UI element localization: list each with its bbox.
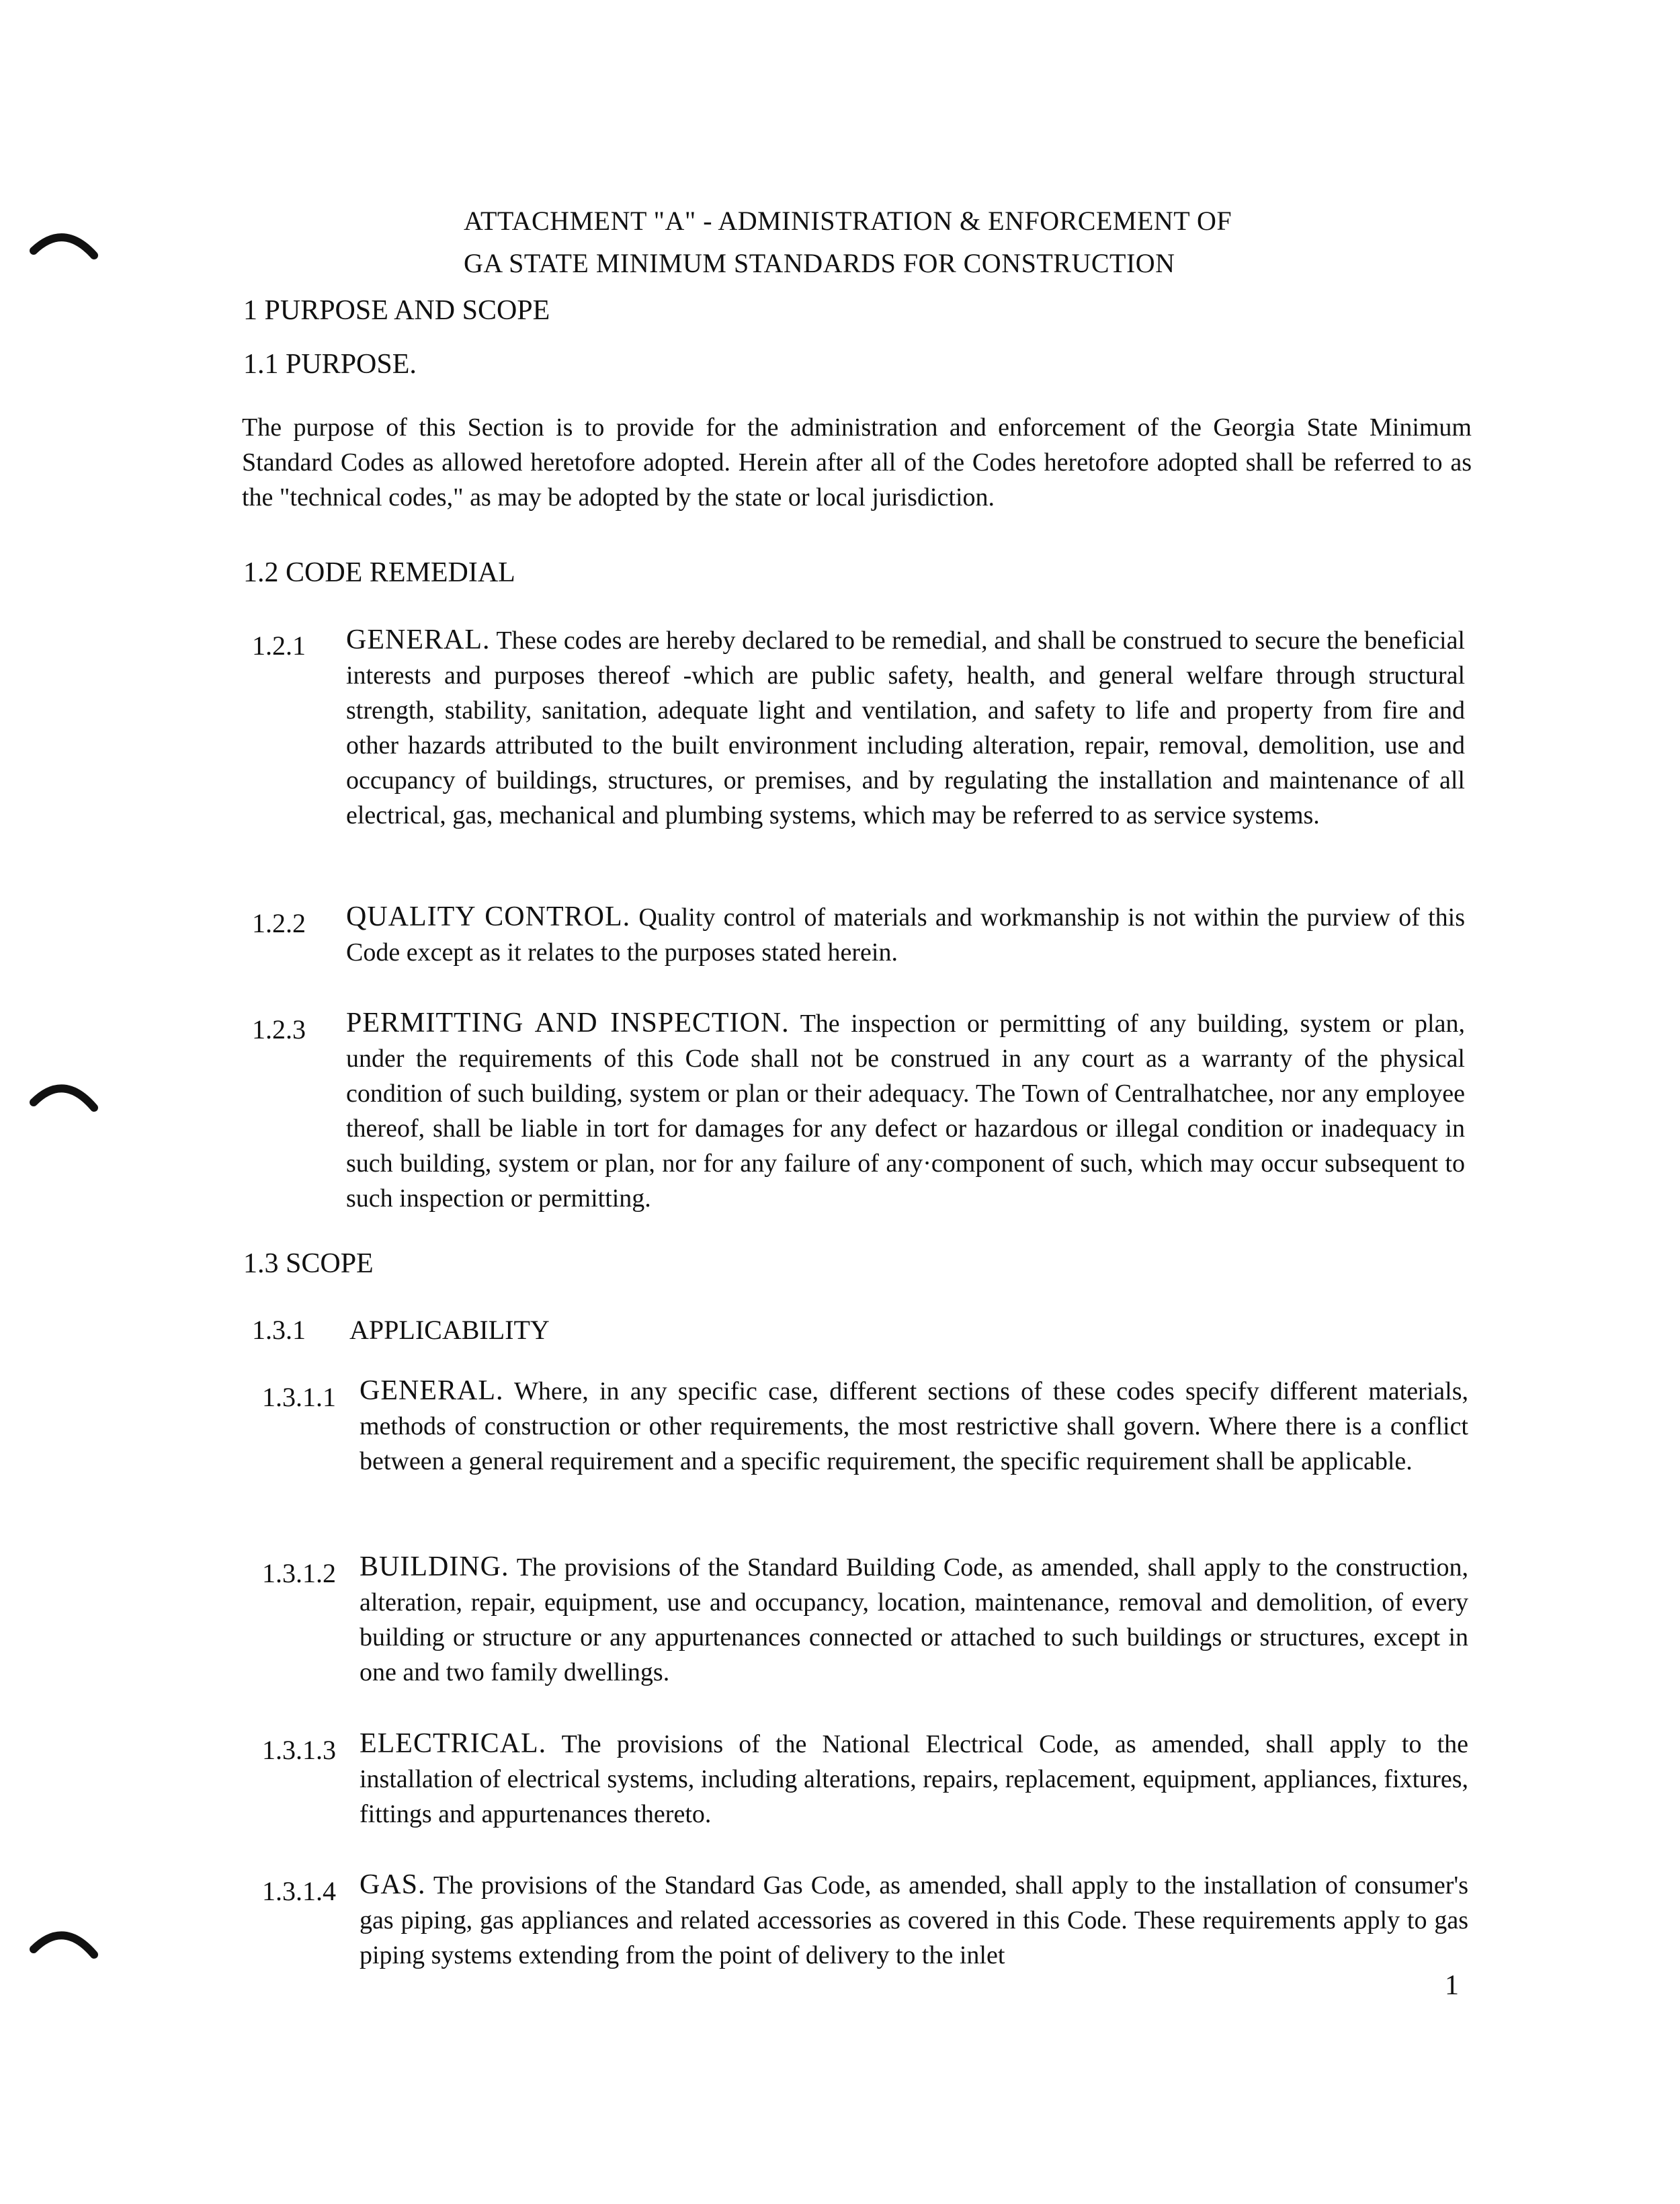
- section-1-3-1-title: APPLICABILITY: [349, 1315, 550, 1345]
- section-1-3-1-4-paragraph: [360, 1867, 1468, 1973]
- section-1-3-1-3-number: 1.3.1.3: [262, 1735, 336, 1765]
- section-1-3-1-2-lead: BUILDING.: [360, 1551, 509, 1582]
- section-1-3-1-2-number: 1.3.1.2: [262, 1558, 336, 1588]
- section-1-3-1-4-number: 1.3.1.4: [262, 1876, 336, 1906]
- section-1-3-1-4-lead: GAS.: [360, 1869, 426, 1900]
- section-1-3-1-1-paragraph: [360, 1373, 1468, 1479]
- section-1-2-1-text: These codes are hereby declared to be remedial, and shall be construed to secure the beneficial interests and purposes thereof -which are public safety, health, and general welfare through structural strength, stability, sanitation, adequate light and ventilation, and safety to life and property from fire and other hazards attributed to the built environment including alteration, repair, removal, demolition, use and occupancy of buildings, structures, or premises, and by regulating the installation and maintenance of all electrical, gas, mechanical and plumbing systems, which may be referred to as service systems.: [346, 626, 1465, 829]
- section-1-3-1-1-text: Where, in any specific case, different sections of these codes specify different materials, methods of construction or other requirements, the most restrictive shall govern. Where there is a conflict between a general requirement and a specific requirement, the specific requirement shall be applicable.: [360, 1377, 1468, 1475]
- document-title-line-1: ATTACHMENT "A" - ADMINISTRATION & ENFORCEMENT OF: [464, 206, 1232, 236]
- section-1-3-1-3-lead: ELECTRICAL.: [360, 1728, 547, 1759]
- binder-hole-mark-bottom-icon: [27, 1922, 101, 1963]
- section-1-heading: 1 PURPOSE AND SCOPE: [243, 295, 550, 326]
- section-1-1-paragraph: The purpose of this Section is to provide for the administration and enforcement of the Georgia State Minimum Standard Codes as allowed heretofore adopted. Herein after all of the Codes heretofore adopted shall be referred to as the "technical codes," as may be adopted by the state or local jurisdiction.: [242, 413, 1472, 512]
- section-1-3-1-3-paragraph: [360, 1726, 1468, 1832]
- section-1-2-1-paragraph: [346, 622, 1465, 833]
- section-1-1-heading: 1.1 PURPOSE.: [243, 349, 417, 380]
- section-1-3-heading: 1.3 SCOPE: [243, 1248, 374, 1279]
- section-1-2-1-number: 1.2.1: [252, 630, 306, 661]
- section-1-2-3-lead: PERMITTING AND INSPECTION.: [346, 1008, 790, 1038]
- section-1-2-1-lead: GENERAL.: [346, 624, 491, 655]
- section-1-3-1-number: 1.3.1: [252, 1315, 306, 1345]
- binder-hole-mark-middle-icon: [27, 1075, 101, 1116]
- section-1-3-1-2-text: The provisions of the Standard Building Code, as amended, shall apply to the construction, alteration, repair, equipment, use and occupancy, location, maintenance, removal and demolition, of every building or structure or any appurtenances connected or attached to such buildings or structures, except in one and two family dwellings.: [360, 1553, 1468, 1686]
- page-number: 1: [1445, 1970, 1459, 2001]
- section-1-2-2-text: Quality control of materials and workmanship is not within the purview of this Code except as it relates to the purposes stated herein.: [346, 903, 1466, 967]
- binder-hole-mark-top-icon: [27, 225, 101, 266]
- section-1-3-1-4-text: The provisions of the Standard Gas Code, as amended, shall apply to the installation of consumer's gas piping, gas appliances and related accessories as covered in this Code. These requirements apply to gas piping systems extending from the point of delivery to the inlet: [360, 1871, 1468, 1969]
- section-1-3-1-3-text: The provisions of the National Electrical Code, as amended, shall apply to the installation of electrical systems, including alterations, repairs, replacement, equipment, appliances, fixtures, fittings and appurtenances thereto.: [360, 1730, 1468, 1828]
- section-1-2-2-lead: QUALITY CONTROL.: [346, 901, 631, 932]
- document-title-line-2: GA STATE MINIMUM STANDARDS FOR CONSTRUCTION: [464, 248, 1175, 278]
- section-1-2-3-text: The inspection or permitting of any building, system or plan, under the requirements of this Code shall not be construed in any court as a warranty of the physical condition of such building, system or plan or their adequacy. The Town of Centralhatchee, nor any employee thereof, shall be liable in tort for damages for any defect or hazardous or illegal condition or inadequacy in such building, system or plan, nor for any failure of any·component of such, which may occur subsequent to such inspection or permitting.: [346, 1010, 1465, 1213]
- section-1-3-1-1-number: 1.3.1.1: [262, 1382, 336, 1412]
- section-1-2-3-number: 1.2.3: [252, 1014, 306, 1045]
- section-1-2-heading: 1.2 CODE REMEDIAL: [243, 557, 515, 588]
- section-1-2-3-paragraph: [346, 1006, 1465, 1216]
- section-1-2-2-paragraph: [346, 899, 1465, 970]
- section-1-3-1-2-paragraph: [360, 1549, 1468, 1690]
- section-1-2-2-number: 1.2.2: [252, 908, 306, 938]
- section-1-3-1-1-lead: GENERAL.: [360, 1375, 504, 1406]
